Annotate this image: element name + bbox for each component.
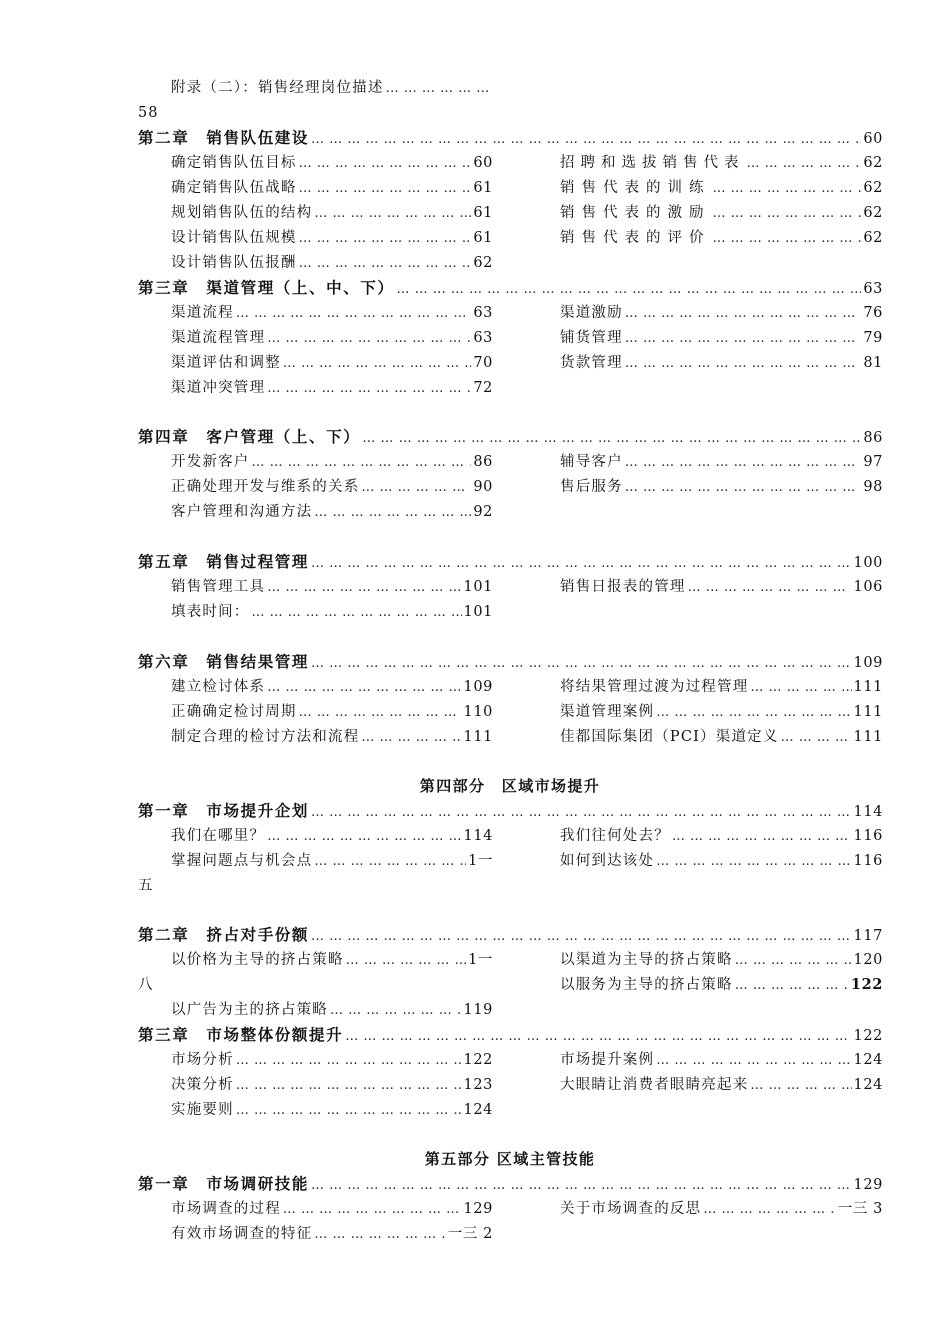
dot-leader: [747, 152, 862, 175]
chapter-heading[interactable]: [138, 799, 883, 823]
toc-entry-title: 客户管理和沟通方法: [171, 504, 313, 520]
dot-leader: [236, 302, 472, 325]
page-number: 101: [463, 604, 493, 620]
page-number: 111: [853, 729, 883, 745]
dot-leader: [361, 726, 461, 749]
dot-leader: [314, 501, 471, 524]
dot-leader: [735, 974, 849, 997]
page-number: 116: [853, 853, 883, 869]
toc-entry-title: 有效市场调查的特征: [171, 1226, 313, 1242]
toc-entry[interactable]: [560, 824, 883, 848]
toc-entry-title: 将结果管理过渡为过程管理: [560, 679, 749, 695]
toc-entry[interactable]: [560, 725, 883, 749]
toc-entry-title: 规划销售队伍的结构: [171, 205, 313, 221]
dot-leader: [311, 128, 861, 150]
toc-entry[interactable]: [171, 1222, 493, 1246]
dot-leader: [299, 252, 472, 275]
toc-entry[interactable]: [171, 376, 493, 400]
page-number: 一三 2: [447, 1226, 493, 1242]
toc-entry[interactable]: [560, 1048, 883, 1072]
toc-entry-title: 我们往何处去？: [560, 828, 670, 844]
toc-entry-title: 渠道冲突管理: [171, 380, 266, 396]
toc-entry[interactable]: [560, 575, 883, 599]
toc-entry-title: 建立检讨体系: [171, 679, 266, 695]
toc-entry[interactable]: [171, 1048, 493, 1072]
toc-entry[interactable]: [560, 675, 883, 699]
toc-entry[interactable]: [171, 1197, 493, 1221]
toc-entry-title: 售后服务: [560, 479, 623, 495]
toc-entry-title: 关于市场调查的反思: [560, 1201, 702, 1217]
toc-entry-title: 辅导客户: [560, 454, 623, 470]
toc-entry-title: 设计销售队伍报酬: [171, 255, 297, 271]
dot-leader: [362, 427, 861, 449]
page-number: 92: [473, 504, 493, 520]
toc-entry-title: 以渠道为主导的挤占策略: [560, 952, 733, 968]
dot-leader: [311, 925, 852, 947]
dot-leader: [750, 1074, 851, 1097]
dot-leader: [299, 152, 472, 175]
page-number: 63: [473, 305, 493, 321]
toc-entry-title: 市场调查的过程: [171, 1201, 281, 1217]
dot-leader: [345, 1025, 851, 1047]
toc-entry-title: 正确处理开发与维系的关系: [171, 479, 360, 495]
chapter-heading[interactable]: [138, 550, 883, 574]
toc-entry[interactable]: [560, 226, 883, 250]
toc-entry[interactable]: [171, 226, 493, 250]
toc-page-number: 五: [138, 878, 154, 894]
dot-leader: [236, 1099, 462, 1122]
toc-entry[interactable]: [560, 176, 883, 200]
toc-entry-title: 确定销售队伍目标: [171, 155, 297, 171]
toc-entry[interactable]: [171, 301, 493, 325]
toc-entry-title: 销售代表的评价: [560, 230, 711, 246]
page-number: 一三 3: [837, 1201, 883, 1217]
page-number: 124: [853, 1052, 883, 1068]
page-number: 122: [463, 1052, 493, 1068]
page-number: 97: [863, 454, 883, 470]
dot-leader: [311, 652, 852, 674]
toc-entry-title: 设计销售队伍规模: [171, 230, 297, 246]
dot-leader: [625, 302, 862, 325]
toc-entry-title: 销售代表的激励: [560, 205, 711, 221]
dot-leader: [656, 701, 851, 724]
dot-leader: [283, 1198, 462, 1221]
page-number: 1一: [468, 952, 493, 968]
chapter-heading[interactable]: [138, 126, 883, 150]
toc-entry-title: 渠道管理案例: [560, 704, 655, 720]
toc-entry-title: 渠道流程: [171, 305, 234, 321]
toc-entry-title: 铺货管理: [560, 330, 623, 346]
toc-entry-title: 渠道评估和调整: [171, 355, 281, 371]
toc-entry[interactable]: [171, 824, 493, 848]
dot-leader: [672, 825, 852, 848]
page-number: 61: [473, 205, 493, 221]
toc-entry-title: 填表时间：: [171, 604, 250, 620]
chapter-title: 第三章 渠道管理（上、中、下）: [138, 278, 395, 297]
toc-entry-title: 销售代表的训练: [560, 180, 711, 196]
page-number: 86: [473, 454, 493, 470]
page-number: 119: [463, 1002, 493, 1018]
chapter-heading[interactable]: [138, 1023, 883, 1047]
page-number: 109: [853, 655, 883, 671]
part-heading[interactable]: 第五部分 区域主管技能: [424, 1150, 596, 1168]
dot-leader: [267, 327, 471, 350]
toc-entry[interactable]: [560, 301, 883, 325]
dot-leader: [703, 1198, 835, 1221]
toc-entry[interactable]: [171, 1073, 493, 1097]
dot-leader: [267, 825, 461, 848]
toc-entry[interactable]: [560, 351, 883, 375]
toc-entry-title: 如何到达该处: [560, 853, 655, 869]
chapter-title: 第二章 销售队伍建设: [138, 128, 310, 147]
toc-entry[interactable]: [560, 326, 883, 350]
toc-entry-title: 我们在哪里？: [171, 828, 266, 844]
page-number: 114: [463, 828, 493, 844]
dot-leader: [688, 576, 852, 599]
page-number: 124: [463, 1102, 493, 1118]
page-number: 116: [853, 828, 883, 844]
chapter-heading[interactable]: [138, 425, 883, 449]
toc-page-number: 八: [138, 977, 154, 993]
dot-leader: [713, 177, 862, 200]
page-number: 122: [850, 976, 883, 993]
dot-leader: [656, 1049, 851, 1072]
toc-entry[interactable]: [171, 475, 493, 499]
toc-entry[interactable]: [171, 151, 493, 175]
chapter-title: 第六章 销售结果管理: [138, 652, 310, 671]
dot-leader: [625, 451, 862, 474]
page-number: 62: [863, 155, 883, 171]
toc-entry[interactable]: [171, 500, 493, 524]
toc-entry[interactable]: [171, 725, 493, 749]
chapter-title: 第五章 销售过程管理: [138, 552, 310, 571]
page-number: 76: [863, 305, 883, 321]
toc-entry[interactable]: [171, 675, 493, 699]
toc-entry-title: 市场提升案例: [560, 1052, 655, 1068]
page-number: 120: [853, 952, 883, 968]
page-number: 90: [473, 479, 493, 495]
chapter-title: 第三章 市场整体份额提升: [138, 1025, 344, 1044]
dot-leader: [283, 352, 471, 375]
toc-entry-title: 决策分析: [171, 1077, 234, 1093]
dot-leader: [299, 227, 472, 250]
toc-entry[interactable]: [560, 450, 883, 474]
toc-entry-title: 渠道激励: [560, 305, 623, 321]
chapter-heading[interactable]: [138, 1172, 883, 1196]
page-number: 111: [853, 704, 883, 720]
dot-leader: [625, 327, 862, 350]
dot-leader: [267, 377, 471, 400]
dot-leader: [735, 949, 852, 972]
dot-leader: [656, 850, 851, 873]
dot-leader: [750, 676, 851, 699]
page-number: 61: [473, 230, 493, 246]
toc-entry[interactable]: [560, 973, 883, 997]
chapter-title: 第一章 市场调研技能: [138, 1174, 310, 1193]
toc-entry-title: 以价格为主导的挤占策略: [171, 952, 344, 968]
dot-leader: [267, 676, 461, 699]
chapter-heading[interactable]: [138, 276, 883, 300]
toc-entry[interactable]: [560, 849, 883, 873]
toc-entry[interactable]: [171, 326, 493, 350]
page-number: 114: [853, 804, 883, 820]
page-number: 101: [463, 579, 493, 595]
toc-entry[interactable]: [171, 849, 493, 873]
dot-leader: [625, 352, 862, 375]
page-number: 86: [863, 430, 883, 446]
page-number: 60: [863, 131, 883, 147]
toc-entry[interactable]: [171, 201, 493, 225]
toc-entry-title: 正确确定检讨周期: [171, 704, 297, 720]
page-number: 62: [863, 180, 883, 196]
page-number: 70: [473, 355, 493, 371]
dot-leader: [267, 576, 461, 599]
chapter-title: 第一章 市场提升企划: [138, 801, 310, 820]
toc-entry[interactable]: [560, 151, 883, 175]
toc-entry-title: 实施要则: [171, 1102, 234, 1118]
toc-entry-title: 以服务为主导的挤占策略: [560, 977, 733, 993]
page-number: 110: [463, 704, 493, 720]
dot-leader: [314, 850, 466, 873]
dot-leader: [346, 949, 466, 972]
dot-leader: [361, 476, 471, 499]
chapter-title: 第二章 挤占对手份额: [138, 925, 310, 944]
page-number: 79: [863, 330, 883, 346]
dot-leader: [713, 227, 862, 250]
toc-entry[interactable]: [560, 700, 883, 724]
page-number: 1一: [468, 853, 493, 869]
page-number: 124: [853, 1077, 883, 1093]
toc-entry[interactable]: [560, 1073, 883, 1097]
page-number: 62: [863, 205, 883, 221]
toc-entry[interactable]: [560, 1197, 883, 1221]
page-number: 111: [463, 729, 493, 745]
page-number: 100: [853, 555, 883, 571]
page-number: 81: [863, 355, 883, 371]
toc-entry-title: 制定合理的检讨方法和流程: [171, 729, 360, 745]
toc-entry[interactable]: [560, 201, 883, 225]
toc-entry-title: 大眼睛让消费者眼睛亮起来: [560, 1077, 749, 1093]
toc-entry-title: 市场分析: [171, 1052, 234, 1068]
dot-leader: [314, 1223, 445, 1246]
page-number: 106: [853, 579, 883, 595]
dot-leader: [236, 1074, 462, 1097]
dot-leader: [713, 202, 862, 225]
toc-entry[interactable]: [171, 948, 493, 972]
page-number: 98: [863, 479, 883, 495]
dot-leader: [252, 601, 462, 624]
page-number: 123: [463, 1077, 493, 1093]
dot-leader: [314, 202, 471, 225]
dot-leader: [311, 1174, 852, 1196]
dot-leader: [311, 552, 852, 574]
page-number: 62: [473, 255, 493, 271]
toc-entry[interactable]: [171, 600, 493, 624]
page-number: 111: [853, 679, 883, 695]
dot-leader: [252, 451, 472, 474]
toc-entry[interactable]: [171, 1098, 493, 1122]
toc-entry[interactable]: [171, 998, 493, 1022]
chapter-heading[interactable]: [138, 650, 883, 674]
toc-entry-title: 销售日报表的管理: [560, 579, 686, 595]
toc-entry[interactable]: [171, 450, 493, 474]
toc-page-number: 58: [138, 105, 159, 121]
page-number: 129: [463, 1201, 493, 1217]
dot-leader: [330, 999, 462, 1022]
dot-leader: [781, 726, 852, 749]
page-number: 109: [463, 679, 493, 695]
toc-entry[interactable]: [171, 351, 493, 375]
chapter-heading[interactable]: [138, 923, 883, 947]
toc-entry[interactable]: [171, 575, 493, 599]
toc-entry-title: 开发新客户: [171, 454, 250, 470]
toc-entry-title: 货款管理: [560, 355, 623, 371]
toc-entry[interactable]: [171, 176, 493, 200]
dot-leader: [397, 278, 862, 300]
toc-entry[interactable]: [560, 475, 883, 499]
dot-leader: [236, 1049, 462, 1072]
toc-entry-title: 销售管理工具: [171, 579, 266, 595]
page-number: 129: [853, 1177, 883, 1193]
page-number: 60: [473, 155, 493, 171]
toc-entry[interactable]: [171, 700, 493, 724]
toc-entry-title: 以广告为主的挤占策略: [171, 1002, 328, 1018]
toc-entry[interactable]: [171, 76, 493, 100]
dot-leader: [625, 476, 862, 499]
dot-leader: [311, 801, 852, 823]
page-number: 117: [853, 928, 883, 944]
page-number: 72: [473, 380, 493, 396]
toc-entry-title: 附录（二）：销售经理岗位描述: [171, 80, 384, 96]
page-number: 63: [863, 281, 883, 297]
page-number: 61: [473, 180, 493, 196]
toc-entry-title: 掌握问题点与机会点: [171, 853, 313, 869]
toc-entry-title: 渠道流程管理: [171, 330, 266, 346]
dot-leader: [299, 701, 462, 724]
toc-entry-title: 招聘和选拔销售代表: [560, 155, 745, 171]
toc-entry-title: 佳都国际集团（PCI）渠道定义: [560, 729, 779, 745]
page-number: 122: [853, 1028, 883, 1044]
toc-entry-title: 确定销售队伍战略: [171, 180, 297, 196]
toc-entry[interactable]: [171, 251, 493, 275]
page-number: 63: [473, 330, 493, 346]
dot-leader: [299, 177, 472, 200]
chapter-title: 第四章 客户管理（上、下）: [138, 427, 361, 446]
part-heading[interactable]: 第四部分 区域市场提升: [419, 777, 601, 795]
page-number: 62: [863, 230, 883, 246]
toc-entry[interactable]: [560, 948, 883, 972]
dot-leader: [386, 77, 491, 101]
